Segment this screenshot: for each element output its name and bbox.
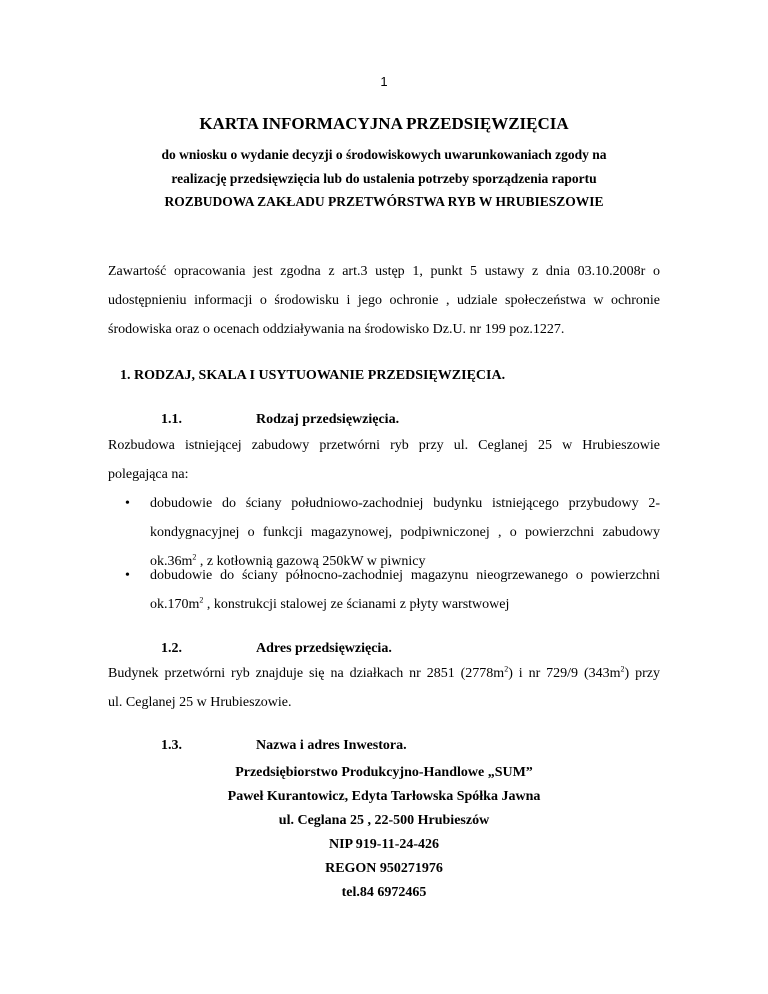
s12-paragraph [108, 659, 660, 717]
investor-nip: NIP 919-11-24-426 [328, 837, 440, 852]
text-line: dobudowie do ściany północno-zachodniej magazynu nieogrzewanego o powierzchni [150, 568, 660, 583]
subtitle-line: do wniosku o wydanie decyzji o środowiskowych uwarunkowaniach zgody na [161, 147, 607, 162]
subsection-title: Rodzaj przedsięwzięcia. [256, 412, 400, 427]
section-heading: 1. RODZAJ, SKALA I USYTUOWANIE PRZEDSIĘWZIĘCIA. [120, 368, 506, 383]
subsection-number: 1.2. [161, 641, 182, 656]
investor-phone: tel.84 6972465 [341, 885, 427, 900]
subsection-title: Nazwa i adres Inwestora. [256, 738, 407, 753]
investor-regon: REGON 950271976 [325, 861, 443, 876]
s11-paragraph [108, 431, 660, 489]
subsection-number: 1.3. [161, 738, 182, 753]
subsection-number: 1.1. [161, 412, 182, 427]
text-line: ul. Ceglanej 25 w Hrubieszowie. [108, 695, 292, 710]
text-line: kondygnacyjnej o funkcji magazynowej, podpiwniczonej , o powierzchni zabudowy [150, 525, 660, 540]
page-number: 1 [380, 74, 388, 89]
text-line: środowiska oraz o ocenach oddziaływania na środowisko Dz.U. nr 199 poz.1227. [108, 322, 565, 337]
bullet-marker: • [125, 568, 130, 583]
text-line: Zawartość opracowania jest zgodna z art.3 ustęp 1, punkt 5 ustawy z dnia 03.10.2008r o [108, 264, 660, 279]
bullet-item [150, 561, 660, 619]
text-line: Rozbudowa istniejącej zabudowy przetwórni ryb przy ul. Ceglanej 25 w Hrubieszowie [108, 438, 660, 453]
subtitle-line: realizację przedsięwzięcia lub do ustalenia potrzeby sporządzenia raportu [171, 171, 597, 186]
project-name: ROZBUDOWA ZAKŁADU PRZETWÓRSTWA RYB W HRUBIESZOWIE [164, 194, 604, 209]
subsection-title: Adres przedsięwzięcia. [256, 641, 392, 656]
text-line: udostępnieniu informacji o środowisku i jego ochronie , udziale społeczeństwa w ochronie [108, 293, 660, 308]
investor-owners: Paweł Kurantowicz, Edyta Tarłowska Spółka Jawna [227, 789, 541, 804]
document-title: KARTA INFORMACYJNA PRZEDSIĘWZIĘCIA [199, 114, 569, 133]
text-line: $ok.170m^2$ , konstrukcji stalowej ze ścianami z płyty warstwowej [150, 595, 510, 612]
text-line: dobudowie do ściany południowo-zachodniej budynku istniejącego przybudowy 2- [150, 496, 660, 511]
text-line: $ok.36m^2$ , z kotłownią gazową 250kW w piwnicy [150, 552, 426, 569]
text-line: Budynek przetwórni ryb znajduje się na działkach nr 2851 $(2778m^2)$ i nr 729/9 $(343m^2)$ przy [108, 664, 660, 681]
investor-address: ul. Ceglana 25 , 22-500 Hrubieszów [278, 813, 490, 828]
investor-name: Przedsiębiorstwo Produkcyjno-Handlowe „SUM” [235, 765, 533, 780]
bullet-marker: • [125, 496, 130, 511]
intro-paragraph [108, 257, 660, 344]
text-line: polegająca na: [108, 467, 189, 482]
